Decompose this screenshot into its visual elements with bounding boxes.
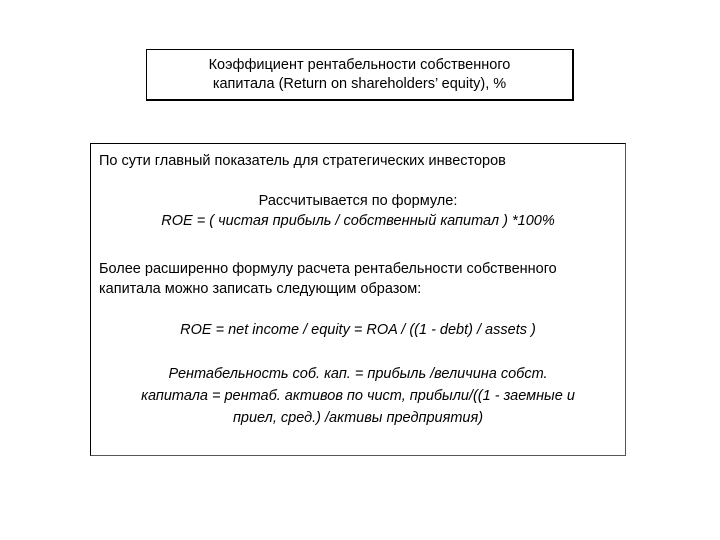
roe-formula-russian-line-1: Рентабельность соб. кап. = прибыль /величина собст. [168, 366, 548, 382]
formula-caption: Рассчитывается по формуле: [258, 193, 458, 209]
intro-text: По сути главный показатель для стратегических инвесторов [99, 153, 506, 169]
roe-formula: ROE = ( чистая прибыль / собственный капитал ) *100% [161, 213, 555, 229]
roe-formula-english: ROE = net income / equity = ROA / ((1 - debt) / assets ) [180, 322, 536, 338]
extended-text-line-1: Более расширенно формулу расчета рентабельности собственного [99, 261, 557, 277]
title-box [146, 49, 574, 101]
content-box [90, 143, 626, 456]
title-line-2: капитала (Return on shareholders’ equity), % [212, 75, 507, 92]
roe-formula-russian-line-2: капитала = рентаб. активов по чист, прибыли/((1 - заемные и [141, 388, 575, 404]
roe-formula-russian-line-3: приел, сред.) /активы предприятия) [232, 410, 484, 426]
title-line-1: Коэффициент рентабельности собственного [208, 56, 511, 73]
extended-text-line-2: капитала можно записать следующим образом: [99, 281, 422, 297]
